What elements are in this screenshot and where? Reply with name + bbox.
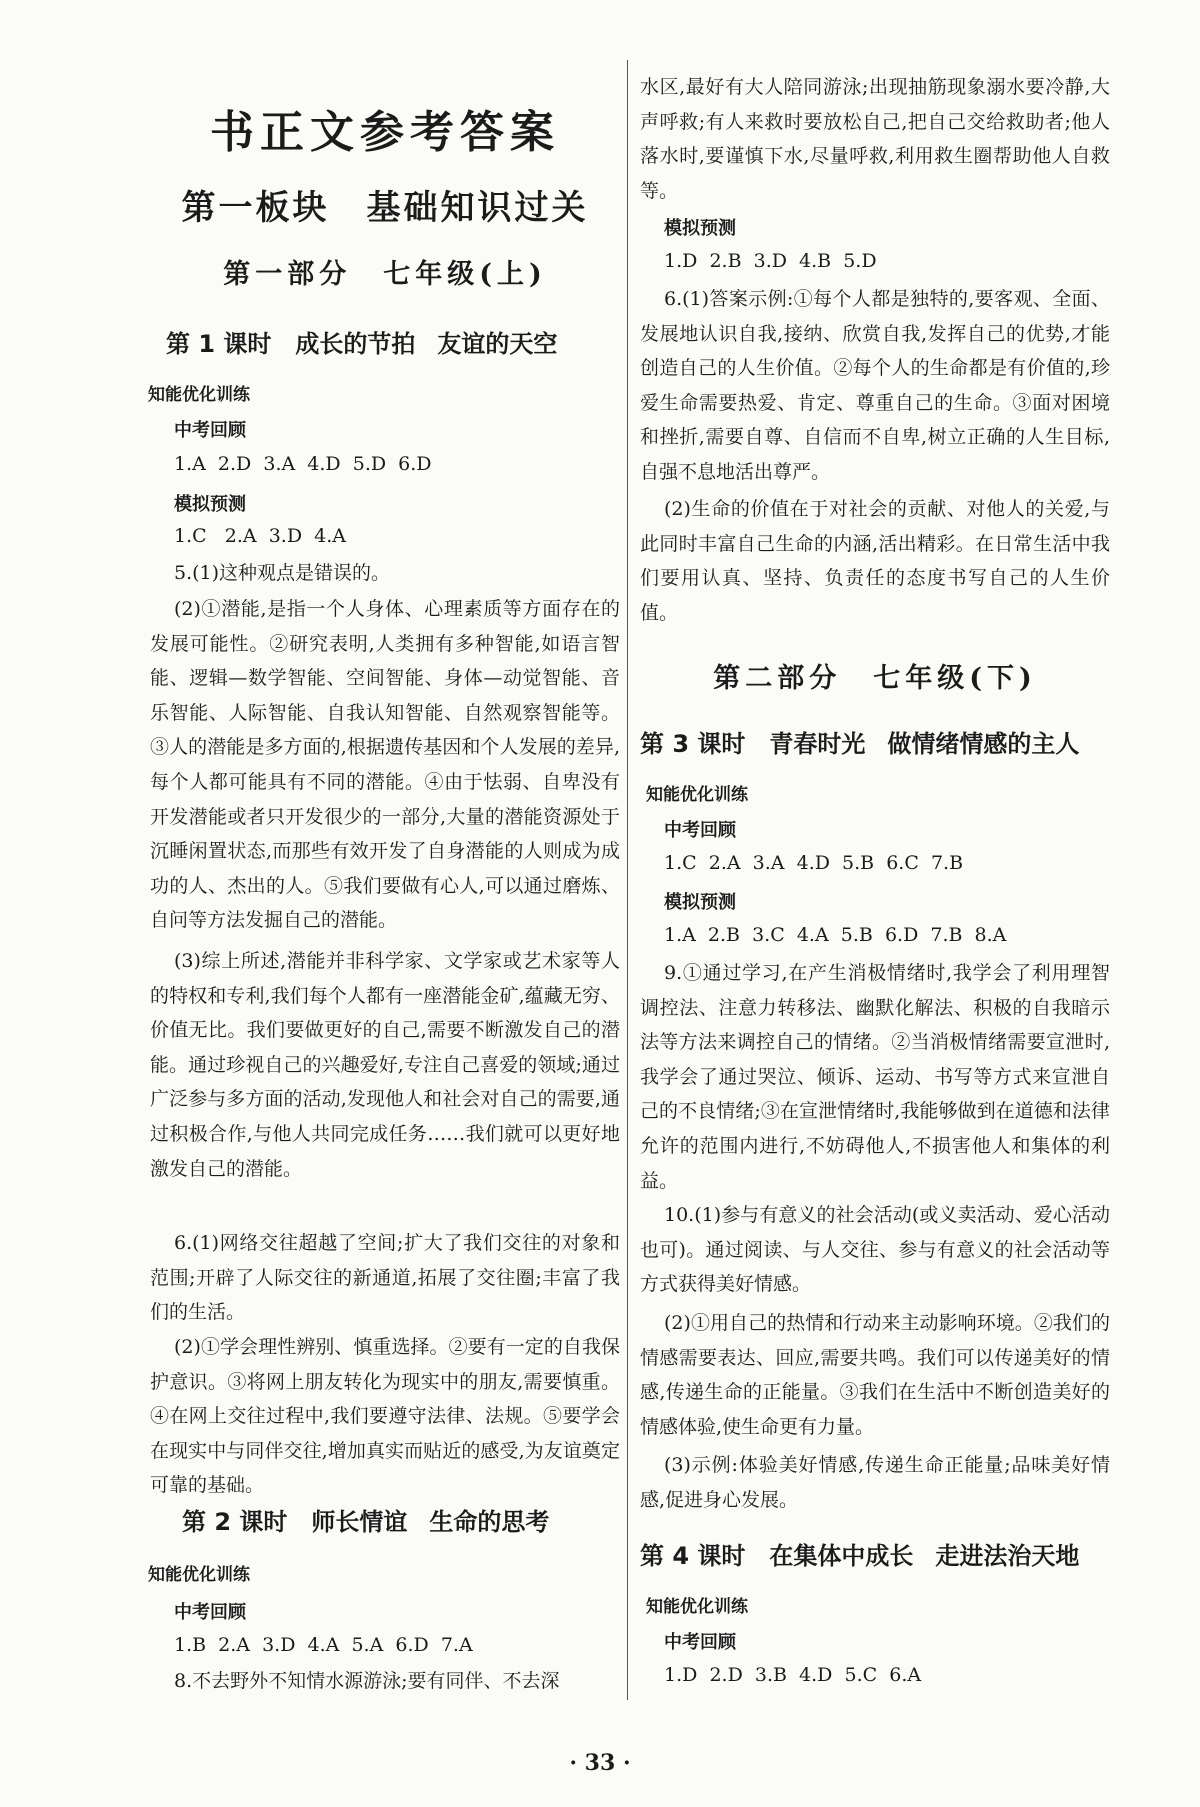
lesson3-title-b: 做情绪情感的主人 (887, 730, 1080, 758)
lesson4-zk-label: 中考回顾 (664, 1632, 736, 1653)
lesson1-q5-1: 5.(1)这种观点是错误的。 (174, 562, 391, 584)
lesson3-zk-label: 中考回顾 (664, 820, 736, 841)
column-divider (627, 60, 628, 1700)
lesson3-q10-1: 10.(1)参与有意义的社会活动(或义卖活动、爱心活动也可)。通过阅读、与人交往、参与有意义的社会活动等方式获得美好情感。 (640, 1204, 1110, 1296)
lesson1-title-a: 第 1 课时 成长的节拍 (166, 330, 416, 358)
lesson4-section: 知能优化训练 (646, 1597, 748, 1617)
lesson3-q9: 9.①通过学习,在产生消极情绪时,我学会了利用理智调控法、注意力转移法、幽默化解法、积极的自我暗示法等方法来调控自己的情绪。②当消极情绪需要宣泄时,我学会了通过哭泣、倾诉、运动、书写等方式来宣泄自己的不良情绪;③在宣泄情绪时,我能够做到在道德和法律允许的范围内进行,不妨碍他人,不损害他人和集体的利益。 (640, 962, 1110, 1192)
lesson3-zk-answers: 1.C 2.A 3.A 4.D 5.B 6.C 7.B (664, 852, 964, 874)
page-title: 书正文参考答案 (210, 107, 560, 158)
lesson3-q10-3: (3)示例:体验美好情感,传递生命正能量;品味美好情感,促进身心发展。 (640, 1454, 1110, 1511)
q8-continued: 水区,最好有大人陪同游泳;出现抽筋现象溺水要冷静,大声呼救;有人来救时要放松自己,把自己交给救助者;他人落水时,要谨慎下水,尽量呼救,利用救生圈帮助他人自救等。 (640, 76, 1110, 202)
page-number: · 33 · (569, 1750, 631, 1776)
right-mn-answers: 1.D 2.B 3.D 4.B 5.D (664, 250, 877, 272)
lesson1-zk-answers: 1.A 2.D 3.A 4.D 5.D 6.D (174, 453, 432, 475)
lesson2-q8-start: 8.不去野外不知情水源游泳;要有同伴、不去深 (174, 1670, 560, 1692)
lesson2-section: 知能优化训练 (148, 1565, 250, 1585)
lesson1-zk-label: 中考回顾 (174, 420, 246, 441)
lesson3-mn-label: 模拟预测 (664, 892, 736, 913)
lesson4-zk-answers: 1.D 2.D 3.B 4.D 5.C 6.A (664, 1664, 922, 1686)
lesson1-mn-label: 模拟预测 (174, 494, 246, 515)
lesson1-section: 知能优化训练 (148, 385, 250, 405)
lesson2-title-a: 第 2 课时 师长情谊 (182, 1508, 408, 1536)
lesson4-title (640, 1536, 1110, 1571)
lesson1-q5-3: (3)综上所述,潜能并非科学家、文学家或艺术家等人的特权和专利,我们每个人都有一座潜能金矿,蕴藏无穷、价值无比。我们要做更好的自己,需要不断激发自己的潜能。通过珍视自己的兴趣爱好,专注自己喜爱的领域;通过广泛参与多方面的活动,发现他人和社会对自己的需要,通过积极合作,与他人共同完成任务……我们就可以更好地激发自己的潜能。 (150, 950, 620, 1180)
lesson2-title-b: 生命的思考 (429, 1508, 550, 1536)
block-title: 第一板块 基础知识过关 (181, 188, 589, 228)
part1-title: 第一部分 七年级(上) (223, 259, 547, 290)
lesson1-q6-2: (2)①学会理性辨别、慎重选择。②要有一定的自我保护意识。③将网上朋友转化为现实中的朋友,需要慎重。④在网上交往过程中,我们要遵守法律、法规。⑤要学会在现实中与同伴交往,增加真实而贴近的感受,为友谊奠定可靠的基础。 (150, 1336, 620, 1497)
lesson3-section: 知能优化训练 (646, 785, 748, 805)
right-q6-1: 6.(1)答案示例:①每个人都是独特的,要客观、全面、发展地认识自我,接纳、欣赏自我,发挥自己的优势,才能创造自己的人生价值。②每个人的生命都是有价值的,珍爱生命需要热爱、肯定、尊重自己的生命。③面对困境和挫折,需要自尊、自信而不自卑,树立正确的人生目标,自强不息地活出尊严。 (640, 288, 1110, 483)
lesson3-q10-2: (2)①用自己的热情和行动来主动影响环境。②我们的情感需要表达、回应,需要共鸣。我们可以传递美好的情感,传递生命的正能量。③我们在生活中不断创造美好的情感体验,使生命更有力量。 (640, 1312, 1110, 1438)
lesson3-mn-answers: 1.A 2.B 3.C 4.A 5.B 6.D 7.B 8.A (664, 924, 1007, 946)
lesson4-title-b: 走进法治天地 (935, 1542, 1080, 1570)
lesson3-title (640, 724, 1110, 759)
lesson1-title (166, 324, 636, 359)
part2-title: 第二部分 七年级(下) (713, 663, 1037, 694)
lesson1-q5-2: (2)①潜能,是指一个人身体、心理素质等方面存在的发展可能性。②研究表明,人类拥有多种智能,如语言智能、逻辑—数学智能、空间智能、身体—动觉智能、音乐智能、人际智能、自我认知智能、自然观察智能等。③人的潜能是多方面的,根据遗传基因和个人发展的差异,每个人都可能具有不同的潜能。④由于怯弱、自卑没有开发潜能或者只开发很少的一部分,大量的潜能资源处于沉睡闲置状态,而那些有效开发了自身潜能的人则成为成功的人、杰出的人。⑤我们要做有心人,可以通过磨炼、自问等方法发掘自己的潜能。 (150, 598, 620, 932)
lesson3-title-a: 第 3 课时 青春时光 (640, 730, 866, 758)
lesson1-q6-1: 6.(1)网络交往超越了空间;扩大了我们交往的对象和范围;开辟了人际交往的新通道,拓展了交往圈;丰富了我们的生活。 (150, 1232, 620, 1324)
lesson2-zk-label: 中考回顾 (174, 1602, 246, 1623)
lesson1-mn-answers: 1.C 2.A 3.D 4.A (174, 525, 347, 547)
lesson1-title-b: 友谊的天空 (437, 330, 558, 358)
right-q6-2: (2)生命的价值在于对社会的贡献、对他人的关爱,与此同时丰富自己生命的内涵,活出精彩。在日常生活中我们要用认真、坚持、负责任的态度书写自己的人生价值。 (640, 498, 1110, 624)
lesson2-title (182, 1502, 652, 1537)
right-mn-label: 模拟预测 (664, 218, 736, 239)
lesson2-zk-answers: 1.B 2.A 3.D 4.A 5.A 6.D 7.A (174, 1634, 473, 1656)
lesson4-title-a: 第 4 课时 在集体中成长 (640, 1542, 914, 1570)
